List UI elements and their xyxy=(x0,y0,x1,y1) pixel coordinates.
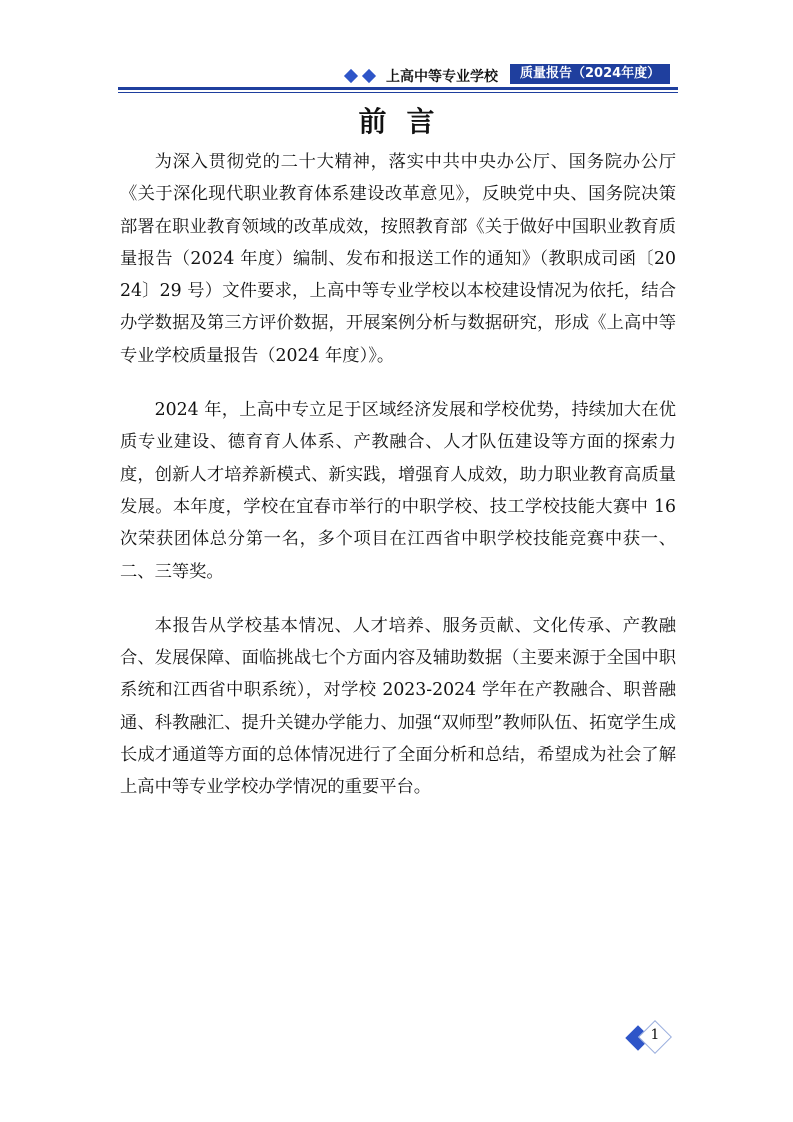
header-divider-thin xyxy=(118,92,678,93)
page-number-badge xyxy=(627,1024,673,1054)
page-header xyxy=(118,64,678,94)
header-school-name: 上高中等专业学校 xyxy=(386,69,498,85)
diamond-icon xyxy=(344,69,358,83)
paragraph: 本报告从学校基本情况、人才培养、服务贡献、文化传承、产教融合、发展保障、面临挑战七个方面内容及辅助数据（主要来源于全国中职系统和江西省中职系统），对学校 2023-2024 学年在产教融合、职普融通、科教融汇、提升关键办学能力、加强“双师型”教师队伍、拓宽学生成长成才通道等方面的总体情况进行了全面分析和总结，希望成为社会了解上高中等专业学校办学情况的重要平台。 xyxy=(120,615,677,798)
header-report-badge: 质量报告（2024年度） xyxy=(510,64,670,84)
page-number: 1 xyxy=(650,1027,660,1043)
body-text xyxy=(120,146,676,826)
page-title: 前言 xyxy=(358,105,455,138)
header-divider xyxy=(118,87,678,90)
paragraph: 2024 年，上高中专立足于区域经济发展和学校优势，持续加大在优质专业建设、德育育人体系、产教融合、人才队伍建设等方面的探索力度，创新人才培养新模式、新实践，增强育人成效，助力职业教育高质量发展。本年度，学校在宜春市举行的中职学校、技工学校技能大赛中 16 次荣获团体总分第一名，多个项目在江西省中职学校技能竞赛中获一、二、三等奖。 xyxy=(120,400,676,582)
diamond-icon xyxy=(362,69,376,83)
paragraph: 为深入贯彻党的二十大精神，落实中共中央办公厅、国务院办公厅《关于深化现代职业教育体系建设改革意见》，反映党中央、国务院决策部署在职业教育领域的改革成效，按照教育部《关于做好中国职业教育质量报告（2024 年度）编制、发布和报送工作的通知》（教职成司函〔2024〕29 号）文件要求，上高中等专业学校以本校建设情况为依托，结合办学数据及第三方评价数据，开展案例分析与数据研究，形成《上高中等专业学校质量报告（2024 年度）》。 xyxy=(120,152,676,366)
